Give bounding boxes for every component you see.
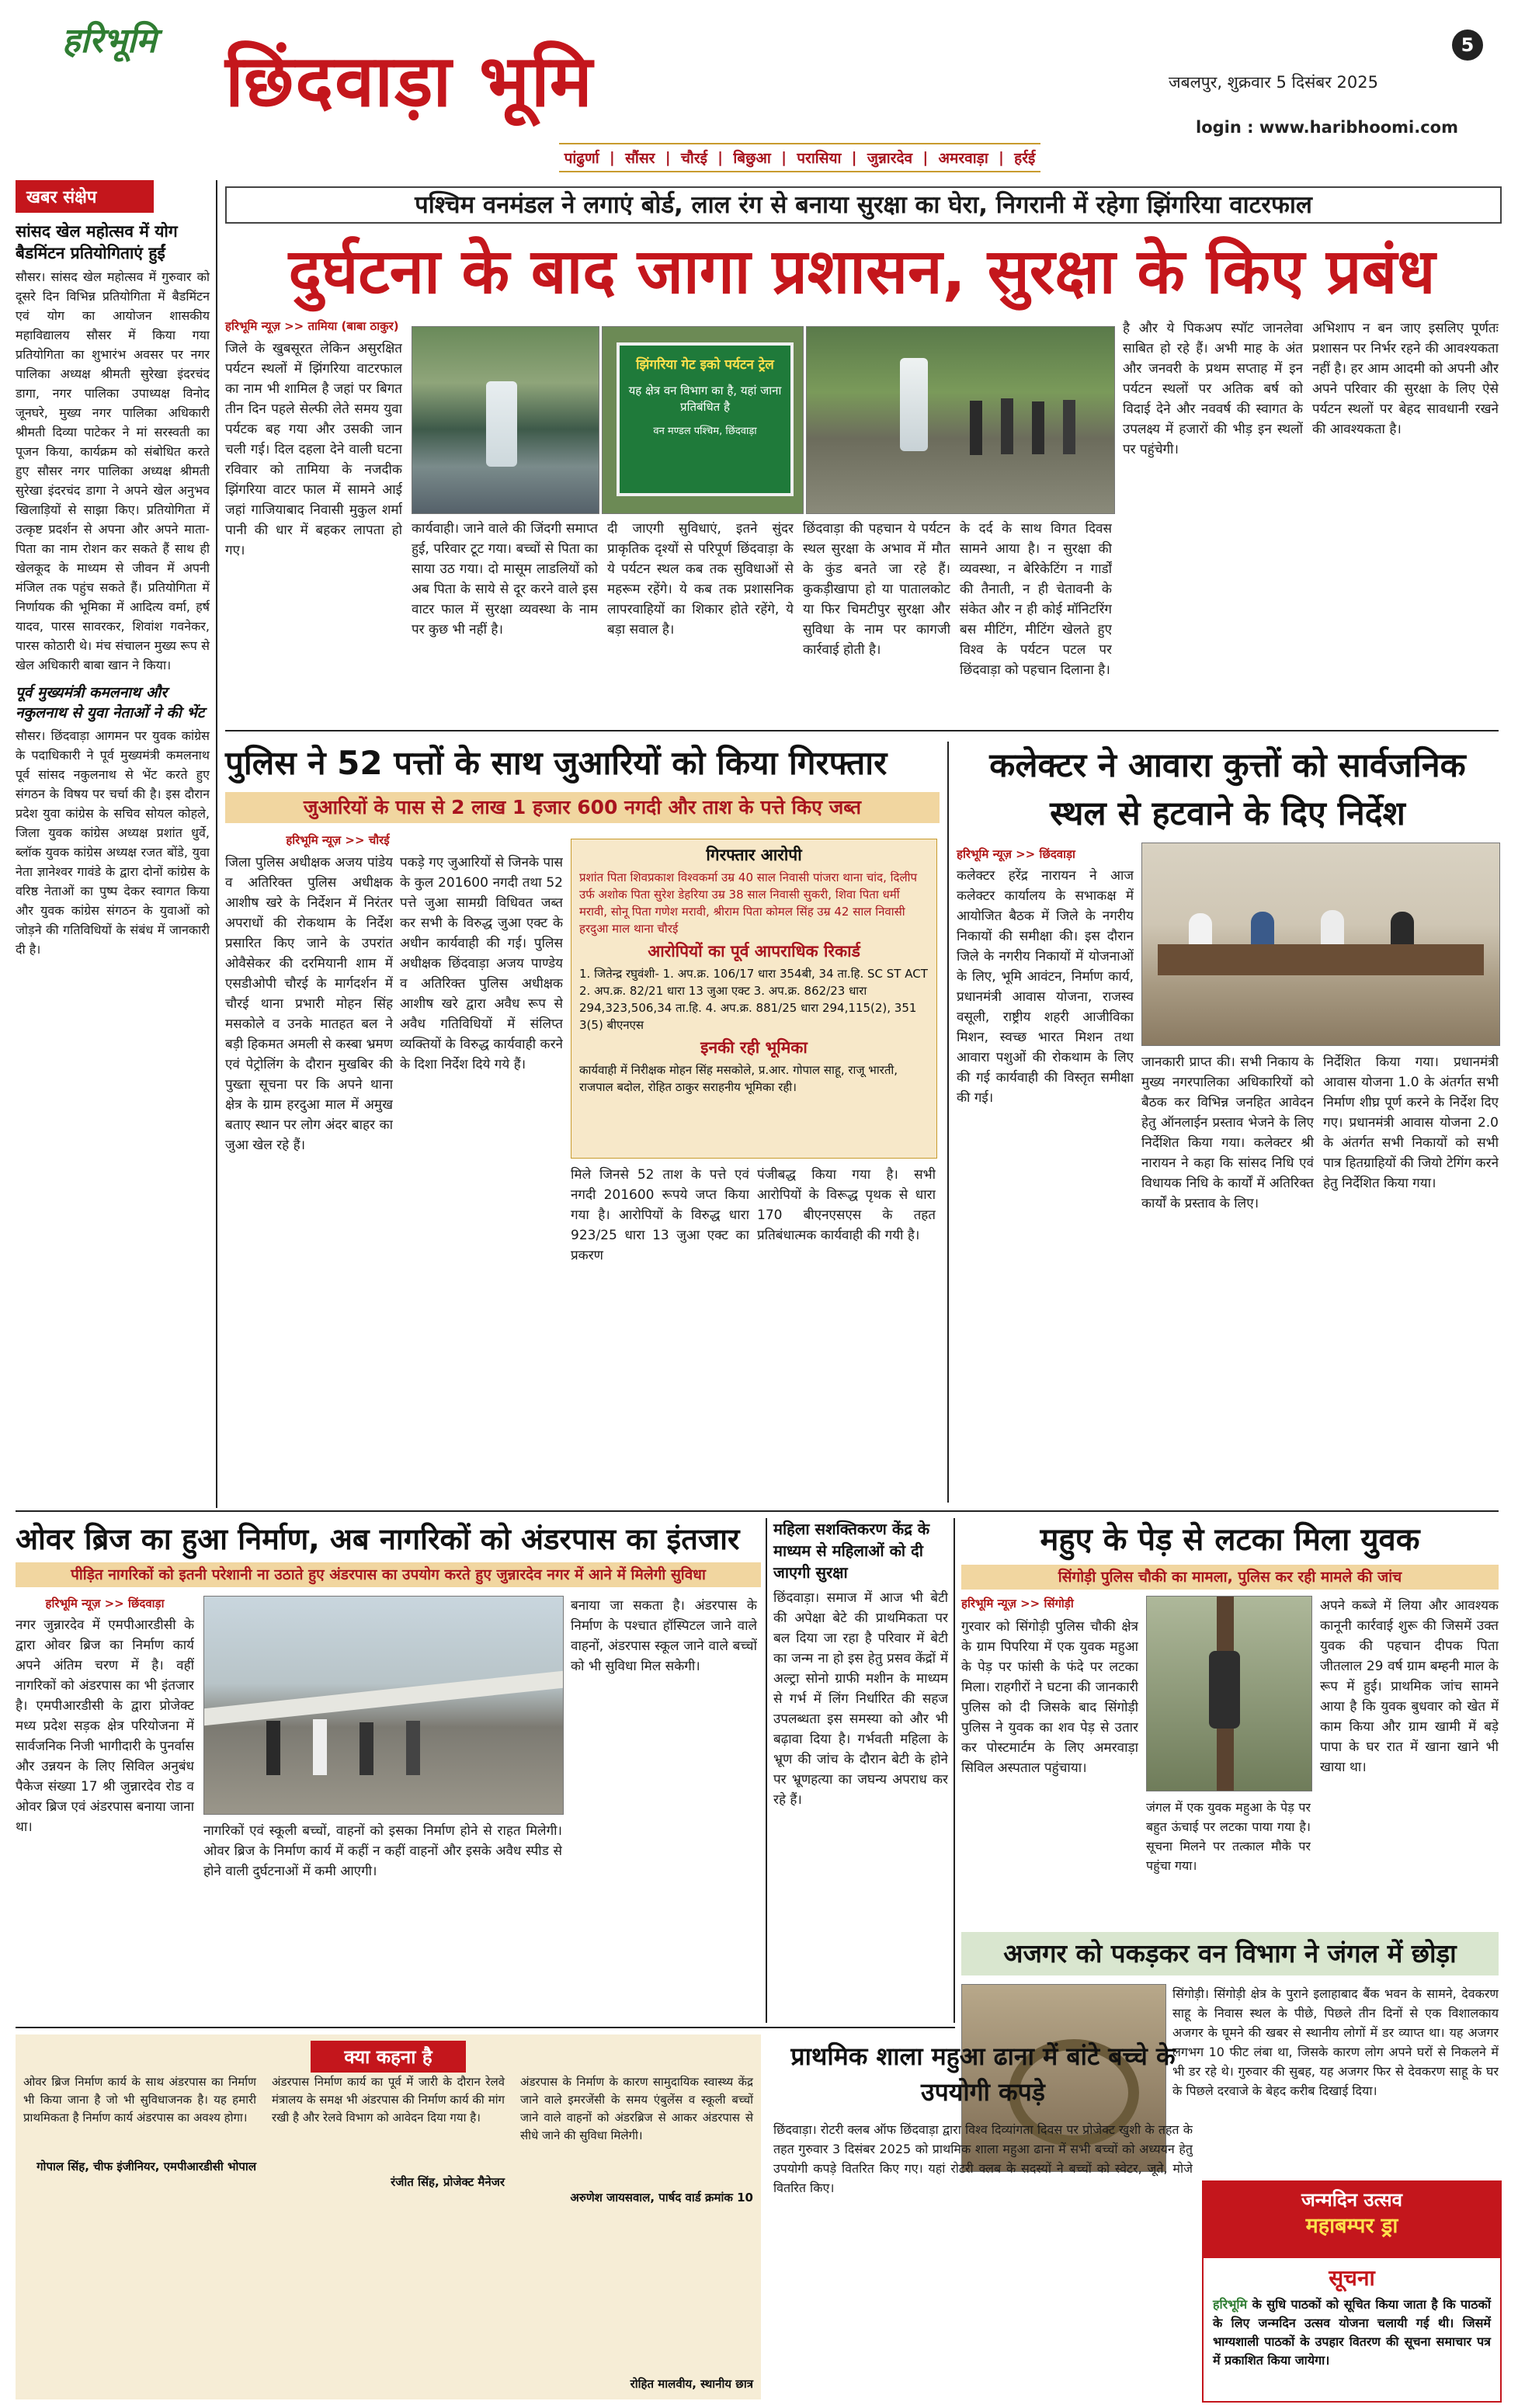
overbridge-col3: बनाया जा सकता है। अंडरपास के निर्माण के पश्चात हॉस्पिटल जाने वाले वाहनों, अंडरपास स्कूल जाने वाले बच्चों को भी सुविधा मिल सकेगी। xyxy=(571,1598,757,1674)
forest-signboard-photo xyxy=(602,326,804,514)
town-item: हर्रई xyxy=(1014,150,1036,167)
mahua-byline: हरिभूमि न्यूज़ >> सिंगोड़ी xyxy=(961,1597,1074,1611)
sign-title: झिंगरिया गेट इको पर्यटन ट्रेल xyxy=(636,357,774,373)
lead-col2: कार्यवाही। जाने वाले की जिंदगी समाप्त हुई, परिवार टूट गया। बच्चों से पिता का साया उठ गया। दो मासूम लाडलियों को अब पिता के साये से दूर करने वाले इस वाटर फाल में सुरक्षा व्यवस्था के नाम पर कुछ भी नहीं है। xyxy=(412,521,598,638)
sidebar-story1-title: सांसद खेल महोत्सव में योग बैडमिंटन प्रतियोगिताएं हुईं xyxy=(16,222,178,262)
police-col4: पंजीबद्ध किया गया है। सभी आरोपियों के विरूद्ध पृथक से धारा 170 बीएनएसएस के तहत प्रतिबंधात्मक कार्यवाही की गयी है। xyxy=(757,1167,936,1243)
sign-footer: वन मण्डल पश्चिम, छिंदवाड़ा xyxy=(653,426,757,437)
ad-line1: जन्मदिन उत्सव xyxy=(1301,2189,1402,2211)
lead-col5: के दर्द के साथ विगत दिवस सामने आया है। न सुरक्षा की व्यवस्था, न बेरिकेटिंग न गार्डों की तैनाती, न ही चेतावनी के संकेत और न ही कोई मॉनिटरिंग बस मीटिंग, मीटिंग खेलते हुए विश्व के पर्यटन पटल पर छिंदवाड़ा को पहचान दिलाना है। xyxy=(960,521,1112,678)
overbridge-headline: ओवर ब्रिज का हुआ निर्माण, अब नागरिकों को अंडरपास का इंतजार xyxy=(16,1522,740,1556)
police-subheadline: जुआरियों के पास से 2 लाख 1 हजार 600 नगदी और ताश के पत्ते किए जब्त xyxy=(225,792,940,823)
ad-body: के सुधि पाठकों को सूचित किया जाता है कि पाठकों के लिए जन्मदिन उत्सव योजना चलायी गई थी। जिसमें भाग्यशाली पाठकों के उपहार वितरण की सूचना समाचार पत्र में प्रकाशित किया जायेगा। xyxy=(1213,2297,1491,2368)
opinion-name1: गोपाल सिंह, चीफ इंजीनियर, एमपीआरडीसी भोपाल xyxy=(36,2160,256,2173)
column-divider xyxy=(766,1518,767,2023)
masthead xyxy=(0,0,1518,167)
news-brief-sidebar xyxy=(16,180,210,1508)
ad-brand: हरिभूमि xyxy=(1213,2297,1248,2312)
lead-headline: दुर्घटना के बाद जागा प्रशासन, सुरक्षा के किए प्रबंध xyxy=(288,235,1436,308)
arrested-list: प्रशांत पिता शिवप्रकाश विश्वकर्मा उम्र 40 साल निवासी पांजरा थाना चांद, दिलीप उर्फ अशोक पिता सुरेश डेहरिया उम्र 38 साल निवासी सुकरी, शिवा पिता धर्मी मरावी, सोनू पिता गणेश मरावी, श्रीराम पिता कोमल सिंह उम्र 42 साल निवासी हरदुआ माल थाना चौरई xyxy=(579,870,918,936)
lead-col4: छिंदवाड़ा की पहचान ये पर्यटन स्थल सुरक्षा के अभाव में मौत के कुंड बनते जा रहे हैं। कुकड़ीखापा हो या पातालकोट या फिर चिमटीपुर सुरक्षा और सुविधा के नाम पर कागजी कार्रवाई होती है। xyxy=(803,521,950,658)
town-item: बिछुआ xyxy=(733,150,771,167)
women-body: छिंदवाड़ा। समाज में आज भी बेटी की अपेक्षा बेटे की प्राथमिकता पर बल दिया जा रहा है परिवार में बेटी का जन्म ना हो इस हेतु प्रसव केंद्रों में अल्ट्रा सोनो ग्राफी मशीन के माध्यम से गर्भ में लिंग निर्धारित की सहज उपलब्धता इस समस्या को और भी बढ़ावा दिया है। गर्भवती महिला के भ्रूण की जांच के दौरान बेटी के होने पर भ्रूणहत्या का जघन्य अपराध कर रहे हैं। xyxy=(773,1590,948,1808)
column-divider xyxy=(216,180,217,1508)
lead-col3: दी जाएगी सुविधाएं, इतने सुंदर प्राकृतिक दृश्यों से परिपूर्ण छिंदवाड़ा के ये पर्यटन स्थल कब तक सुविधाओं से महरूम रहेंगे। ये कब तक प्रशासनिक लापरवाहियों का शिकार होते रहेंगे, ये बड़ा सवाल है। xyxy=(607,521,794,638)
town-item: चौरई xyxy=(680,150,707,167)
section-divider xyxy=(225,730,1499,731)
brand-logo: हरिभूमि xyxy=(62,21,157,61)
town-item: जुन्नारदेव xyxy=(867,150,913,167)
lead-col7: अभिशाप न बन जाए इसलिए पूर्णतः प्रशासन पर निर्भर रहने की आवश्यकता नहीं है। हर आम आदमी को अपनी और अपने परिवार की सुरक्षा के लिए ऐसे पर्यटन स्थलों पर बेहद सावधानी रखने की आवश्यकता है। xyxy=(1312,321,1499,437)
officials-at-waterfall-photo xyxy=(806,326,1115,514)
school-body: छिंदवाड़ा। रोटरी क्लब ऑफ छिंदवाड़ा द्वारा विश्व दिव्यांगता दिवस पर प्रोजेक्ट खुशी के तहत के तहत गुरुवार 3 दिसंबर 2025 को प्राथमिक शाला महुआ ढाना में सभी बच्चों को अध्ययन हेतु उपयोगी कपड़े वितरित किए गए। यहां रोटरी क्लब के सदस्यों ने बच्चों को स्वेटर, जूते, मोजे वितरित किए। xyxy=(773,2122,1193,2195)
school-headline: प्राथमिक शाला महुआ ढाना में बांटे बच्चे के उपयोगी कपड़े xyxy=(790,2041,1176,2107)
python-headline: अजगर को पकड़कर वन विभाग ने जंगल में छोड़ा xyxy=(961,1932,1499,1975)
role-title: इनकी रही भूमिका xyxy=(700,1038,808,1057)
collector-meeting-photo xyxy=(1141,843,1500,1046)
sidebar-story2-body: सौसर। छिंदवाड़ा आगमन पर युवक कांग्रेस के पदाधिकारी ने पूर्व मुख्यमंत्री कमलनाथ पूर्व सांसद नकुलनाथ से भेंट करते हुए संगठन के विषय पर चर्चा की है। इस दौरान प्रदेश युवा कांग्रेस के सचिव सोयल कोहले, जिला युवक कांग्रेस अध्यक्ष प्रशांत धुर्वे, ब्लॉक युवक कांग्रेस अध्यक्ष रजत बोंडे, युवा नेता ज्ञानेश्वर गावंडे के द्वारा दोनों कांग्रेस के वरिष्ठ नेताओं का पुष्प देकर स्वागत किया और युवक कांग्रेस संगठन के युवाओं को जोड़ने की गतिविधियों के संबंध में जानकारी दी है। xyxy=(16,728,210,957)
record-list: 1. जितेन्द्र रघुवंशी- 1. अप.क्र. 106/17 धारा 354बी, 34 ता.हि. SC ST ACT 2. अप.क्र. 82/21 धारा 13 जुआ एक्ट 3. अप.क्र. 862/23 धारा 294,323,506,34 ता.हि. 4. अप.क्र. 881/25 धारा 294,115(2), 351 3(5) बीएनएस xyxy=(579,967,928,1032)
ad-line2: महाबम्पर ड्रा xyxy=(1305,2214,1398,2238)
lead-byline: हरिभूमि न्यूज़ >> तामिया (बाबा ठाकुर) xyxy=(225,319,399,333)
police-col3: मिले जिनसे 52 ताश के पत्ते एवं नगदी 201600 रूपये जप्त किया गया है। आरोपियों के विरुद्ध धारा 923/25 धारा 13 जुआ एक्ट का प्रकरण xyxy=(571,1167,749,1263)
police-headline: पुलिस ने 52 पत्तों के साथ जुआरियों को किया गिरफ्तार xyxy=(225,744,888,782)
overbridge-subheadline: पीड़ित नागरिकों को इतनी परेशानी ना उठाते हुए अंडरपास का उपयोग करते हुए जुन्नारदेव नगर में आने में मिलेगी सुविधा xyxy=(16,1562,761,1587)
record-title: आरोपियों का पूर्व आपराधिक रिकार्ड xyxy=(648,942,860,961)
lead-col1: जिले के खुबसूरत लेकिन असुरक्षित पर्यटन स्थलों में झिंगरिया वाटरफाल का नाम भी शामिल है जहां पर बिगत तीन दिन पहले सेल्फी लेते समय युवा पर्यटक बह गया और उसकी जान चली गई। दिल दहला देने वाली घटना रविवार को तामिया के नजदीक झिंगरिया वाटर फाल में सामने आई जहां गाजियाबाद निवासी मुकुल शर्मा पानी की धार में बहकर लापता हो गए। xyxy=(225,341,402,558)
opinions-header: क्या कहना है xyxy=(311,2041,466,2073)
town-item: पांढुर्णा xyxy=(564,150,599,167)
sidebar-header: खबर संक्षेप xyxy=(16,180,154,213)
mahua-col1: गुरवार को सिंगोड़ी पुलिस चौकी क्षेत्र के ग्राम पिपरिया में एक युवक महुआ के पेड़ पर फांसी के फंदे पर लटका मिला। राहगीरों ने घटना की जानकारी पुलिस को दी जिसके बाद सिंगोड़ी पुलिस ने युवक का शव पेड़ से उतार कर पोस्टमार्टम के लिए अमरवाड़ा सिविल अस्पताल पहुंचाया। xyxy=(961,1619,1138,1776)
ad-line3: सूचना xyxy=(1329,2265,1375,2291)
column-divider xyxy=(954,1518,955,2023)
town-strip: पांढुर्णा | सौंसर | चौरई | बिछुआ | परासिया | जुन्नारदेव | अमरवाड़ा | हर्रई xyxy=(559,143,1040,172)
python-body: सिंगोड़ी। सिंगोड़ी क्षेत्र के पुराने इलाहाबाद बैंक भवन के सामने, देवकरण साहू के निवास स्थल के पीछे, पिछले तीन दिनों से एक विशालकाय अजगर के घूमने की खबर से स्थानीय लोगों में डर व्याप्त था। यह अजगर लगभग 10 फीट लंबा था, जिसके कारण लोग अपने घरों से निकलने में भी डर रहे थे। गुरुवार की सुबह, यह अजगर फिर से देवकरण साहू के घर के पिछले दरवाजे के बेहद करीब दिखाई दिया। xyxy=(1172,1986,1499,2098)
sign-body: यह क्षेत्र वन विभाग का है, यहां जाना प्रतिबंधित है xyxy=(628,384,782,414)
mahua-col2: अपने कब्जे में लिया और आवश्यक कानूनी कार्रवाई शुरू की जिसमें उक्त युवक की पहचान दीपक पिता जीतलाल 29 वर्ष ग्राम बम्हनी माल के रूप में हुई। प्राथमिक जांच सामने आया है कि युवक बुधवार को खेत में काम किया और ग्राम खामी में बड़े पापा के घर रात में खाना खाने भी खाया था। xyxy=(1320,1598,1499,1775)
opinion-col1: ओवर ब्रिज निर्माण कार्य के साथ अंडरपास का निर्माण भी किया जाना है जो भी सुविधाजनक है। यह हमारी प्राथमिकता है निर्माण कार्य अंडरपास का अवश्य होगा। xyxy=(23,2075,256,2125)
overbridge-col1: नगर जुन्नारदेव में एमपीआरडीसी के द्वारा ओवर ब्रिज का निर्माण कार्य अपने अंतिम चरण में है। वहीं नागरिकों को अंडरपास का भी इंतजार है। एमपीआरडीसी के द्वारा प्रोजेक्ट मध्य प्रदेश सड़क क्षेत्र परियोजना में सार्वजनिक निजी भागीदारी के पुनर्वास और उन्नयन के लिए सिविल अनुबंध पैकेज संख्या 17 श्री जुन्नारदेव रोड व ओवर ब्रिज एवं अंडरपास बनाया जाना था। xyxy=(16,1617,194,1835)
opinion-name3: अरुणेश जायसवाल, पार्षद वार्ड क्रमांक 10 xyxy=(570,2191,753,2205)
birthday-draw-ad xyxy=(1202,2180,1502,2403)
police-col1: जिला पुलिस अधीक्षक अजय पांडेय व अतिरिक्त पुलिस अधीक्षक आशीष खरे के निर्देशन में निरंतर अपराधों की रोकथाम के निर्देश प्रसारित किए जाने के उपरांत ओवैसेकर की दरमियानी शाम में एसडीओपी चौरई के मार्गदर्शन में चौरई थाना प्रभारी मोहन सिंह मसकोले व उनके मातहत बल ने बड़ी हिकमत अमली से कस्बा भ्रमण एवं पेट्रोलिंग के दौरान मुखबिर की पुख्ता सूचना पर कि अपने थाना क्षेत्र के ग्राम हरदुआ माल में अमुख बताए स्थान पर लोग अंदर बाहर का जुआ खेल रहे हैं। xyxy=(225,855,393,1153)
sidebar-story2-title: पूर्व मुख्यमंत्री कमलनाथ और नकुलनाथ से युवा नेताओं ने की भेंट xyxy=(16,684,205,721)
tree-photo xyxy=(1146,1596,1312,1791)
police-col2: पकड़े गए जुआरियों से जिनके पास के कुल 201600 नगदी तथा 52 पत्ते जुआ सामग्री विधिवत जब्त कर सभी के विरुद्ध जुआ एक्ट के अधीन कार्यवाही की गई। पुलिस अधीक्षक छिंदवाड़ा अजय पाण्डेय व अतिरिक्त पुलिस अधीक्षक आशीष खरे द्वारा अवैध रूप से अवैध गतिविधियों में संलिप्त व्यक्तियों के विरुद्ध कार्यवाही करने के दिशा निर्देश दिये गये हैं। xyxy=(400,855,563,1072)
mahua-subheadline: सिंगोड़ी पुलिस चौकी का मामला, पुलिस कर रही मामले की जांच xyxy=(961,1565,1499,1590)
mahua-headline: महुए के पेड़ से लटका मिला युवक xyxy=(1040,1522,1420,1558)
sidebar-story1-body: सौसर। सांसद खेल महोत्सव में गुरुवार को दूसरे दिन विभिन्न प्रतियोगिता में बैडमिंटन एवं योग का आयोजन शासकीय महाविद्यालय सौसर में किया गया प्रतियोगिता का शुभारंभ अवसर पर नगर पालिका अध्यक्ष श्रीमती सुरेखा इंदरचंद डागा, नगर पालिका उपाध्यक्ष विनोद जूनघरे, मुख्य नगर पालिका अधिकारी श्रीमती दिव्या पाटेकर ने मां सरस्वती का पूजन किया, कार्यक्रम को संबोधित करते हुए सौसर नगर पालिका अध्यक्ष श्रीमती सुरेखा इंदरचंद डागा ने अपने खेल अनुभव खिलाड़ियों से साझा किए। प्रतियोगिता में उत्कृष्ट प्रदर्शन से अपना और अपने माता-पिता का नाम रोशन कर सकते हैं साथ ही खेलकूद के माध्यम से जीवन में अपनी मंजिल तक पहुंच सकते हैं। प्रतियोगिता में निर्णायक की भूमिका में आदित्य वर्मा, हर्ष यादव, पारस सावरकर, शिवांश गवनेकर, पारस कोठारी थे। मंच संचालन मुख्य रूप से खेल अधिकारी बाबा खान ने किया। xyxy=(16,269,210,672)
police-byline: हरिभूमि न्यूज़ >> चौरई xyxy=(286,833,390,847)
opinion-name4: रोहित मालवीय, स्थानीय छात्र xyxy=(630,2377,753,2391)
collector-col2: जानकारी प्राप्त की। सभी निकाय के मुख्य नगरपालिका अधिकारियों को बैठक कर विभिन्न जनहित आवेदन हेतु ऑनलाईन प्रस्ताव भेजने के लिए निर्देशित किया गया। कलेक्टर श्री नारायन ने कहा कि सांसद निधि एवं विधायक निधि के कार्यों में अतिरिक्त कार्यों के प्रस्ताव के लिए। xyxy=(1141,1055,1314,1211)
overbridge-col2: नागरिकों एवं स्कूली बच्चों, वाहनों को इसका निर्माण होने से राहत मिलेगी। ओवर ब्रिज के निर्माण कार्य में कहीं न कहीं वाहनों और इसके अवैध स्पीड से होने वाली दुर्घटनाओं में कमी आएगी। xyxy=(203,1823,562,1879)
town-item: सौंसर xyxy=(625,150,655,167)
opinion-col2: अंडरपास निर्माण कार्य का पूर्व में जारी के दौरान रेलवे मंत्रालय के समक्ष भी अंडरपास की निर्माण कार्य की मांग रखी है और रेलवे विभाग को आवेदन दिया गया है। xyxy=(272,2075,505,2125)
page-number: 5 xyxy=(1452,30,1483,61)
column-divider xyxy=(947,742,949,1503)
role-text: कार्यवाही में निरीक्षक मोहन सिंह मसकोले, प्र.आर. गोपाल साहू, राजू भारती, राजपाल बदोल, रोहित ठाकुर सराहनीय भूमिका रही। xyxy=(579,1063,898,1094)
collector-byline: हरिभूमि न्यूज़ >> छिंदवाड़ा xyxy=(957,847,1075,861)
collector-col1: कलेक्टर हरेंद्र नारायन ने आज कलेक्टर कार्यालय के सभाकक्ष में आयोजित बैठक में जिले के नगरीय निकायों की समीक्षा की। इस दौरान जिले के नगरीय निकायों में योजनाओं के लिए, भूमि आवंटन, निर्माण कार्य, प्रधानमंत्री आवास योजना, राजस्व वसूली, राष्ट्रीय शहरी आजीविका मिशन, स्वच्छ भारत मिशन तथा आवारा पशुओं की रोकथाम के लिए की गई कार्यवाही की विस्तृत समीक्षा की गई। xyxy=(957,868,1134,1106)
overbridge-photo xyxy=(203,1596,564,1815)
collector-headline: कलेक्टर ने आवारा कुत्तों को सार्वजनिक स्थल से हटवाने के दिए निर्देश xyxy=(989,746,1466,833)
collector-col3: निर्देशित किया गया। प्रधानमंत्री आवास योजना 1.0 के अंतर्गत सभी निर्माण शीघ्र पूर्ण करने के निर्देश दिए गए। प्रधानमंत्री आवास योजना 2.0 के अंतर्गत सभी निकायों को सभी पात्र हितग्राहियों की जियो टेगिंग करने हेतु निर्देशित किया गया। xyxy=(1323,1055,1499,1191)
overbridge-byline: हरिभूमि न्यूज़ >> छिंदवाड़ा xyxy=(45,1597,165,1611)
arrested-title: गिरफ्तार आरोपी xyxy=(706,846,802,864)
login-url: login : www.haribhoomi.com xyxy=(1196,118,1458,137)
arrest-info-box xyxy=(571,839,937,1159)
town-item: अमरवाड़ा xyxy=(938,150,988,167)
opinions-box xyxy=(16,2034,761,2399)
lead-kicker: पश्चिम वनमंडल ने लगाएं बोर्ड, लाल रंग से बनाया सुरक्षा का घेरा, निगरानी में रहेगा झिंगरिया वाटरफाल xyxy=(225,186,1502,224)
women-headline: महिला सशक्तिकरण केंद्र के माध्यम से महिलाओं को दी जाएगी सुरक्षा xyxy=(773,1520,930,1582)
waterfall-photo-left xyxy=(412,326,599,514)
section-divider xyxy=(16,1510,1499,1512)
edition-title: छिंदवाड़ा भूमि xyxy=(225,40,594,123)
dateline: जबलपुर, शुक्रवार 5 दिसंबर 2025 xyxy=(1169,73,1378,92)
lead-col6: है और ये पिकअप स्पॉट जानलेवा साबित हो रहे हैं। अभी माह के अंत और जनवरी के प्रथम सप्ताह में इन पर्यटन स्थलों पर अतिक बर्ष को विदाई देने और नववर्ष की स्वागत के उपलक्ष्य में हजारों की भीड़ इन स्थलों पर पहुंचेगी। xyxy=(1123,321,1303,457)
town-item: परासिया xyxy=(797,150,842,167)
section-divider xyxy=(16,2027,955,2028)
mahua-caption: जंगल में एक युवक महुआ के पेड़ पर बहुत ऊंचाई पर लटका पाया गया है। सूचना मिलने पर तत्काल मौके पर पहुंचा गया। xyxy=(1146,1800,1311,1873)
opinion-name2: रंजीत सिंह, प्रोजेक्ट मैनेजर xyxy=(391,2175,505,2189)
opinion-col3: अंडरपास के निर्माण के कारण सामुदायिक स्वास्थ्य केंद्र जाने वाले इमरजेंसी के समय एंबुलेंस व स्कूली बच्चों जाने वाले वाहनों को अंडरब्रिज से आकर अंडरपास से सीधे जाने की सुविधा मिलेगी। xyxy=(520,2075,753,2142)
